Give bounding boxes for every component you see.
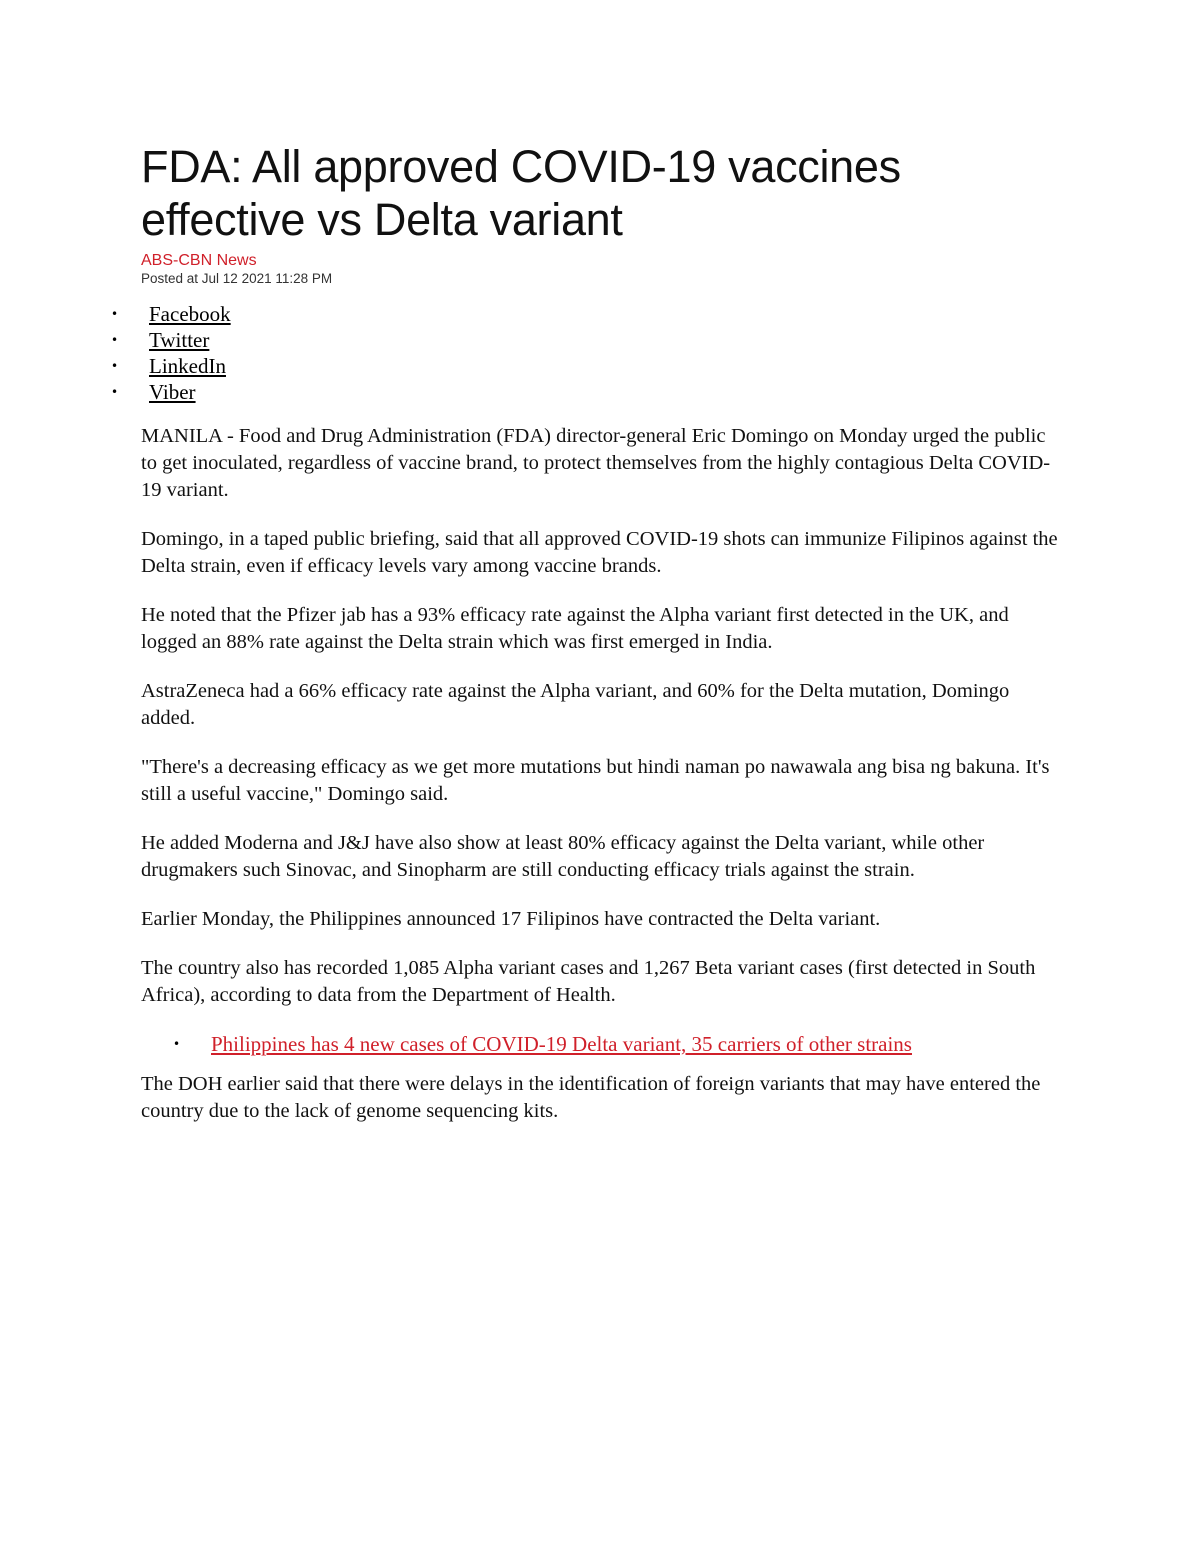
bullet-icon: • [111,385,119,399]
bullet-icon: • [173,1037,181,1051]
article-body [141,423,1066,1125]
bullet-icon: • [111,359,119,373]
share-item-twitter [111,327,1066,353]
share-link-viber[interactable]: Viber [149,380,196,404]
paragraph: "There's a decreasing efficacy as we get more mutations but hindi naman po nawawala ang bisa ng bakuna. It's still a useful vaccine," Domingo said. [141,756,1050,805]
paragraph: MANILA - Food and Drug Administration (FDA) director-general Eric Domingo on Monday urged the public to get inoculated, regardless of vaccine brand, to protect themselves from the highly contagious Delta COVID-19 variant. [141,425,1051,501]
related-links-list [141,1031,1066,1057]
closing-paragraph: The DOH earlier said that there were delays in the identification of foreign variants that may have entered the country due to the lack of genome sequencing kits. [141,1073,1041,1122]
article-source: ABS-CBN News [141,252,257,269]
related-item [141,1031,1066,1057]
article-container [111,140,1066,1147]
share-item-facebook [111,301,1066,327]
related-article-link[interactable]: Philippines has 4 new cases of COVID-19 Delta variant, 35 carriers of other strains [211,1032,912,1056]
share-link-twitter[interactable]: Twitter [149,328,210,352]
paragraph: AstraZeneca had a 66% efficacy rate against the Alpha variant, and 60% for the Delta mutation, Domingo added. [141,680,1010,729]
share-link-facebook[interactable]: Facebook [149,302,231,326]
paragraph: Earlier Monday, the Philippines announced 17 Filipinos have contracted the Delta variant. [141,908,881,930]
bullet-icon: • [111,307,119,321]
share-links-list [111,301,1066,405]
share-item-linkedin [111,353,1066,379]
share-link-linkedin[interactable]: LinkedIn [149,354,226,378]
paragraph: The country also has recorded 1,085 Alpha variant cases and 1,267 Beta variant cases (first detected in South Africa), according to data from the Department of Health. [141,957,1036,1006]
paragraph: He added Moderna and J&J have also show at least 80% efficacy against the Delta variant, while other drugmakers such Sinovac, and Sinopharm are still conducting efficacy trials against the strain. [141,832,985,881]
paragraph: Domingo, in a taped public briefing, said that all approved COVID-19 shots can immunize Filipinos against the Delta strain, even if efficacy levels vary among vaccine brands. [141,528,1058,577]
paragraph: He noted that the Pfizer jab has a 93% efficacy rate against the Alpha variant first detected in the UK, and logged an 88% rate against the Delta strain which was first emerged in India. [141,604,1009,653]
share-item-viber [111,379,1066,405]
article-title: FDA: All approved COVID-19 vaccines effective vs Delta variant [141,141,901,245]
bullet-icon: • [111,333,119,347]
article-posted-date: Posted at Jul 12 2021 11:28 PM [141,271,333,286]
